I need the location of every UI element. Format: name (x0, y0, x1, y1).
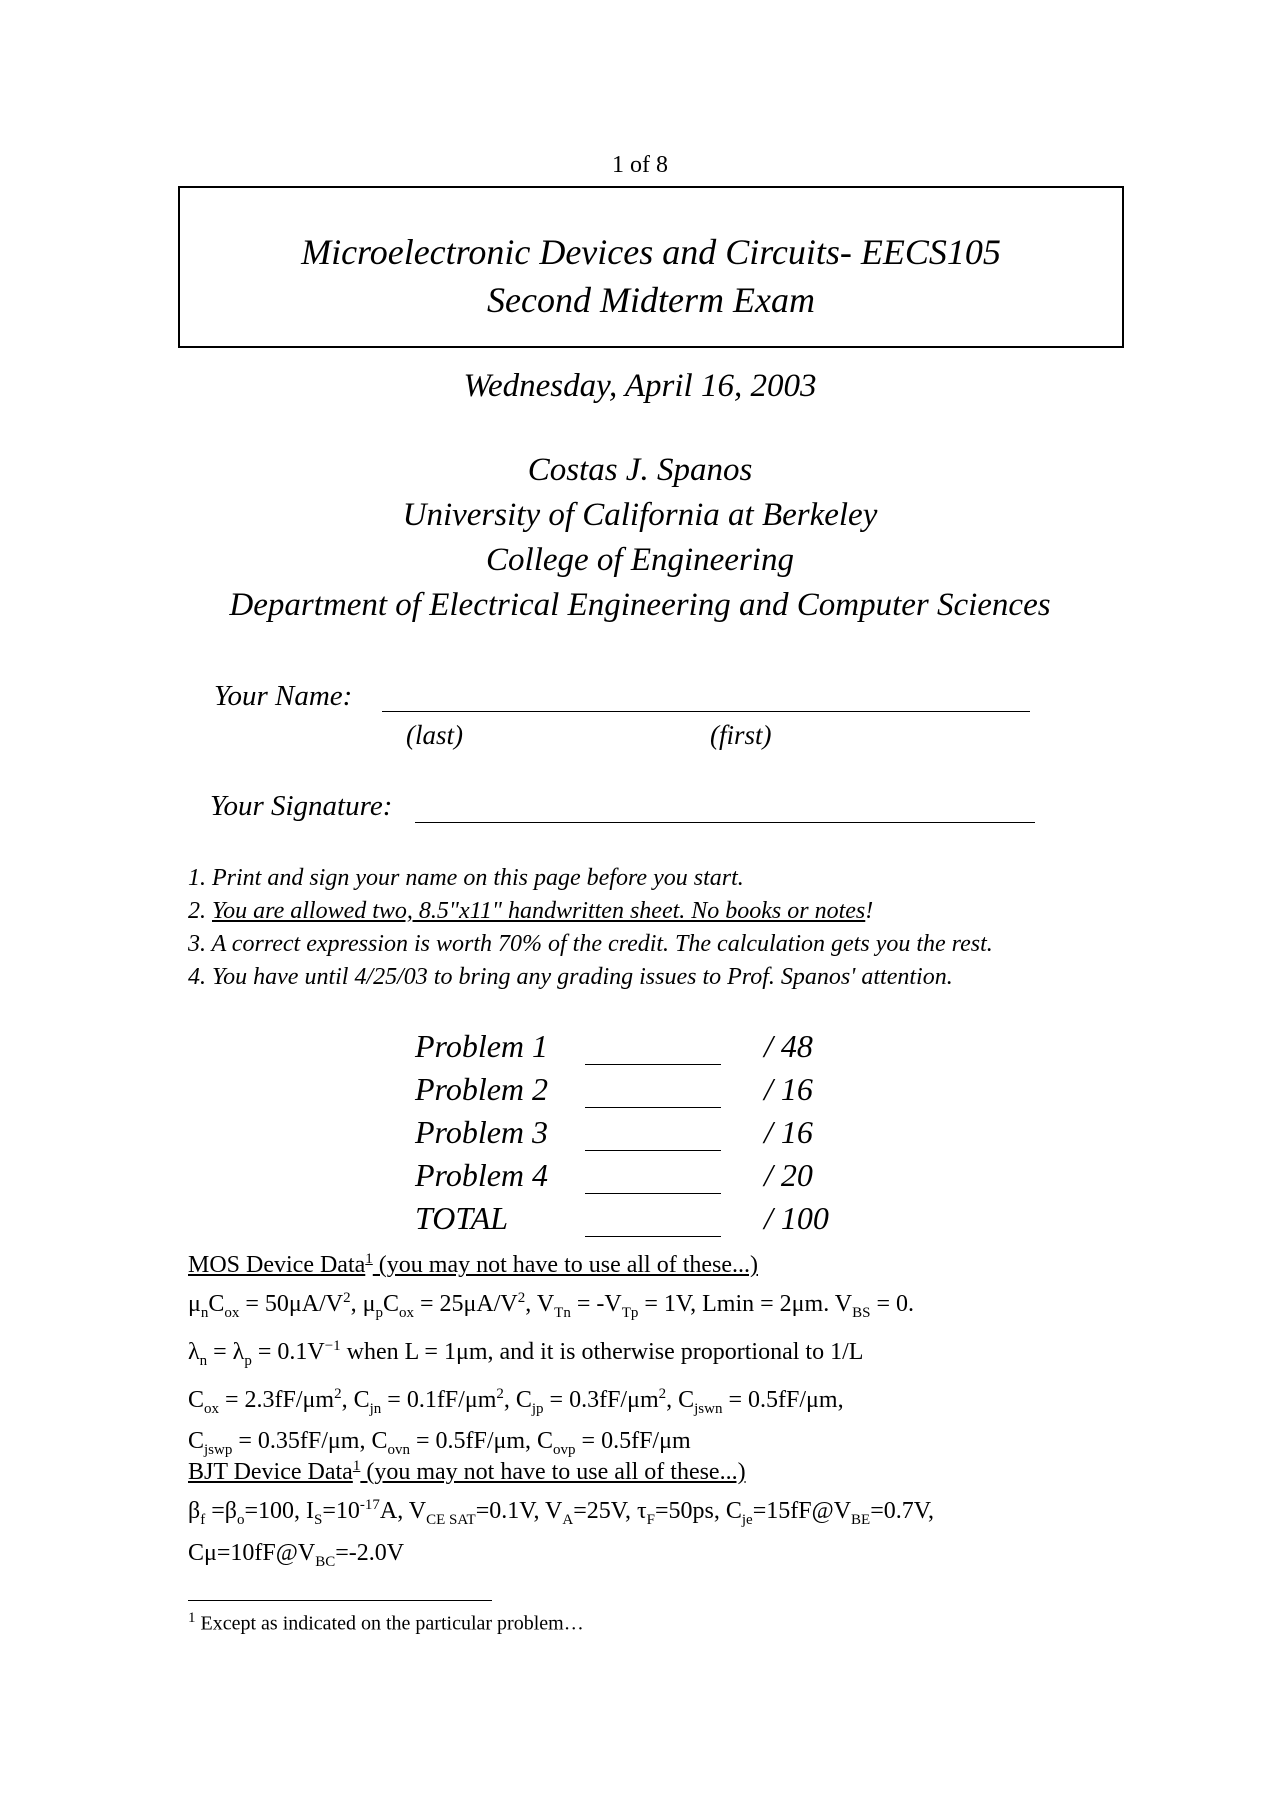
instruction-4: 4. You have until 4/25/03 to bring any grading issues to Prof. Spanos' attention. (188, 964, 953, 990)
mos-heading-text: MOS Device Data (188, 1252, 366, 1278)
bjt-text: =0.7V, (870, 1498, 934, 1524)
mos-sub: Tp (621, 1304, 639, 1321)
mos-sup: 2 (343, 1290, 351, 1306)
mos-text: , C (341, 1386, 370, 1413)
mos-sub: jswn (694, 1400, 723, 1417)
university: University of California at Berkeley (402, 497, 878, 533)
mos-text: = -V (570, 1291, 622, 1317)
mos-heading-footnote-mark: 1 (365, 1251, 373, 1267)
mos-sub: ovp (553, 1442, 576, 1459)
exam-title: Second Midterm Exam (487, 280, 815, 320)
mos-line-2 (188, 1330, 914, 1378)
mos-text: = 25μA/V (414, 1291, 518, 1317)
footnote-mark: 1 (188, 1610, 196, 1626)
bjt-text: A, V (379, 1498, 427, 1524)
mos-sup: 2 (658, 1385, 667, 1402)
mos-mu-symbol: μ (188, 1291, 201, 1317)
mos-text: = 50μA/V (239, 1291, 344, 1317)
bjt-text: =-2.0V (335, 1539, 405, 1566)
mos-text: , μ (350, 1291, 376, 1317)
problem-2-max: / 16 (764, 1071, 813, 1107)
bjt-heading (188, 1450, 934, 1489)
mos-sup: 2 (334, 1385, 342, 1402)
mos-text: = 0.3fF/μm (543, 1386, 659, 1413)
page-number: 1 of 8 (612, 152, 668, 178)
bjt-sup: -17 (359, 1497, 380, 1513)
bjt-sub: F (646, 1511, 655, 1528)
mos-sub: ox (399, 1304, 415, 1321)
problem-3-label: Problem 3 (415, 1114, 549, 1150)
author-name: Costas J. Spanos (527, 452, 753, 488)
problem-2-label: Problem 2 (415, 1071, 549, 1107)
bjt-heading-note: (you may not have to use all of these...) (360, 1459, 746, 1485)
footnote (188, 1610, 584, 1636)
bjt-sub: S (314, 1511, 323, 1528)
bjt-text: =25V, τ (573, 1498, 647, 1524)
bjt-text: β (188, 1498, 201, 1524)
signature-field[interactable] (415, 822, 1035, 823)
problem-2-score-field[interactable] (585, 1107, 721, 1108)
exam-date: Wednesday, April 16, 2003 (463, 368, 817, 404)
bjt-text: =β (205, 1498, 237, 1524)
mos-sub: jp (531, 1400, 544, 1417)
mos-text: C (383, 1291, 400, 1317)
problem-1-score-field[interactable] (585, 1064, 721, 1065)
mos-heading-note: (you may not have to use all of these...) (372, 1252, 759, 1278)
bjt-sub: BC (315, 1553, 336, 1570)
mos-text: = 0.5fF/μm, C (409, 1428, 554, 1455)
mos-sub: ovn (387, 1442, 410, 1459)
problem-3-score-field[interactable] (585, 1150, 721, 1151)
total-max: / 100 (764, 1200, 829, 1236)
mos-text: = 0.5fF/μm, (722, 1386, 844, 1413)
signature-label: Your Signature: (210, 790, 393, 822)
instruction-2-num: 2. (188, 898, 212, 924)
bjt-heading-footnote-mark: 1 (352, 1458, 361, 1474)
bjt-text: =50ps, C (655, 1498, 742, 1524)
mos-sub: p (244, 1352, 252, 1369)
instruction-2-end: ! (865, 898, 874, 924)
bjt-sub: CE SAT (426, 1511, 476, 1528)
department: Department of Electrical Engineering and Computer Sciences (229, 587, 1051, 623)
college: College of Engineering (486, 542, 794, 578)
problem-4-score-field[interactable] (585, 1193, 721, 1194)
mos-text: C (188, 1428, 205, 1455)
mos-sup: −1 (324, 1337, 341, 1354)
mos-sub: p (375, 1304, 383, 1321)
mos-text: C (188, 1386, 205, 1413)
mos-sub: BS (852, 1304, 871, 1321)
bjt-text: =100, I (244, 1498, 314, 1524)
bjt-sub: A (562, 1511, 574, 1528)
problem-4-max: / 20 (764, 1157, 813, 1193)
mos-sup: 2 (496, 1385, 504, 1402)
mos-sub: ox (224, 1304, 240, 1321)
instruction-3: 3. A correct expression is worth 70% of the credit. The calculation gets you the rest. (188, 931, 993, 957)
bjt-text: =0.1V, V (475, 1498, 563, 1524)
mos-text: C (208, 1291, 225, 1317)
mos-text: = 0. (870, 1291, 915, 1317)
mos-sub: Tn (554, 1304, 571, 1321)
problem-1-max: / 48 (764, 1028, 813, 1064)
instruction-1: 1. Print and sign your name on this page before you start. (188, 865, 744, 891)
problem-1-label: Problem 1 (415, 1028, 549, 1064)
bjt-sub: je (741, 1511, 753, 1528)
mos-text: when L = 1μm, and it is otherwise proportional to 1/L (340, 1338, 864, 1365)
bjt-sub: BE (851, 1511, 871, 1528)
mos-text: = 0.35fF/μm, C (232, 1428, 388, 1455)
mos-sub: ox (204, 1400, 220, 1417)
first-name-label: (first) (710, 720, 772, 750)
problem-3-max: / 16 (764, 1114, 813, 1150)
footnote-text: Except as indicated on the particular problem… (195, 1612, 584, 1635)
mos-text: = λ (207, 1338, 245, 1365)
bjt-sub: o (236, 1511, 245, 1528)
bjt-line-1 (188, 1489, 934, 1537)
mos-data-block (188, 1243, 914, 1467)
mos-heading (188, 1243, 914, 1282)
mos-text: = 0.1fF/μm (381, 1386, 497, 1413)
title-box (178, 186, 1124, 348)
total-label: TOTAL (415, 1200, 509, 1236)
mos-sub: jswp (204, 1442, 233, 1459)
name-label: Your Name: (214, 680, 353, 712)
mos-text: λ (188, 1338, 200, 1365)
bjt-line-2 (188, 1537, 934, 1579)
mos-text: , C (503, 1386, 532, 1413)
course-title: Microelectronic Devices and Circuits- EECS105 (301, 232, 1001, 272)
bjt-heading-text: BJT Device Data (188, 1459, 353, 1485)
instruction-2 (188, 898, 873, 925)
footnote-divider (188, 1600, 492, 1601)
mos-text: , C (666, 1386, 695, 1413)
bjt-text: =15fF@V (752, 1498, 852, 1524)
total-score-field[interactable] (585, 1236, 721, 1237)
name-field[interactable] (382, 711, 1030, 712)
bjt-sub: f (200, 1511, 206, 1528)
bjt-text: =10 (322, 1498, 360, 1524)
instruction-2-text: You are allowed two, 8.5"x11" handwritten sheet. No books or notes (212, 898, 866, 924)
mos-sub: n (199, 1352, 208, 1369)
mos-sup: 2 (517, 1290, 526, 1306)
mos-text: = 2.3fF/μm (219, 1386, 335, 1413)
mos-sub: n (200, 1304, 209, 1321)
bjt-data-block (188, 1450, 934, 1579)
mos-sub: jn (369, 1400, 382, 1417)
problem-4-label: Problem 4 (415, 1157, 549, 1193)
mos-line-3 (188, 1378, 914, 1426)
mos-text: , V (525, 1291, 555, 1317)
mos-line-1 (188, 1282, 914, 1330)
last-name-label: (last) (406, 720, 463, 750)
mos-text: = 0.1V (251, 1338, 325, 1365)
bjt-text: Cμ=10fF@V (188, 1539, 316, 1566)
mos-text: = 0.5fF/μm (575, 1428, 691, 1455)
mos-text: = 1V, Lmin = 2μm. V (638, 1291, 853, 1317)
